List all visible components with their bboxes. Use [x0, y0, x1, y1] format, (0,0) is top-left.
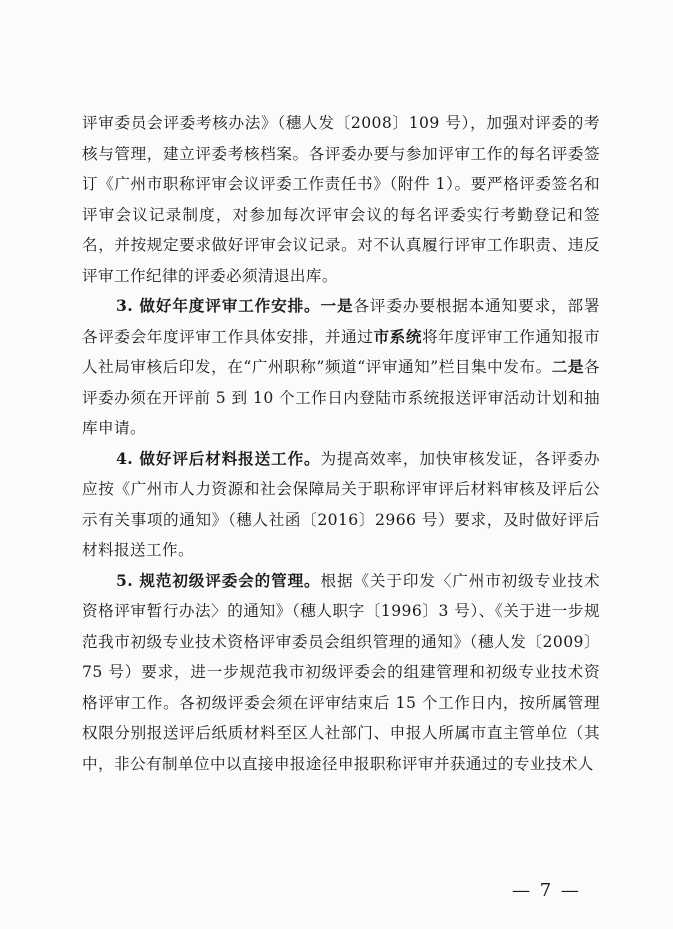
page-number: — 7 — [512, 880, 581, 901]
text-run: 为提高效率，加快审核发证，各评委办应按《广州市人力资源和社会保障局关于职称评审评后材料审核及评后公示有关事项的通知》（穗人社函〔2016〕2966 号）要求，及时做好评后材料报送工作。 [82, 449, 600, 559]
bold-text-run: 3. 做好年度评审工作安排。 [116, 296, 321, 315]
bold-text-run: 市系统 [373, 326, 423, 346]
paragraph [82, 291, 600, 444]
paragraph [82, 444, 600, 566]
body-text [82, 108, 600, 779]
bold-text-run: 二是 [551, 357, 584, 376]
paragraph [82, 108, 600, 291]
bold-text-run: 4. 做好评后材料报送工作。 [116, 448, 321, 468]
text-run: 各评委办要根据本通知要求，部署各评委会年度评审工作具体安排，并通过 [82, 297, 600, 346]
bold-text-run: 5. 规范初级评委会的管理。 [116, 570, 321, 590]
text-run: 根据《关于印发〈广州市初级专业技术资格评审暂行办法〉的通知》（穗人职字〔1996〕3 号）、《关于进一步规范我市初级专业技术资格评审委员会组织管理的通知》（穗人发〔2009〕75 号）要求，进一步规范我市初级评委会的组建管理和初级专业技术资格评审工作。各初级评委会须在评审结束后 15 个工作日内，按所属管理权限分别报送评后纸质材料至区人社部门、申报人所属市直主管单位（其中，非公有制单位中以直接申报途径申报职称评审并获通过的专业技术人 [82, 571, 600, 773]
text-run: 各评委办须在开评前 5 到 10 个工作日内登陆市系统报送评审活动计划和抽库申请。 [82, 358, 600, 437]
bold-text-run: 一是 [320, 296, 354, 315]
text-run: 将年度评审工作通知报市人社局审核后印发，在“广州职称”频道“评审通知”栏目集中发布。 [82, 327, 601, 376]
paragraph [82, 566, 600, 780]
text-run: 评审委员会评委考核办法》（穗人发〔2008〕109 号），加强对评委的考核与管理，建立评委考核档案。各评委办要与参加评审工作的每名评委签订《广州市职称评审会议评委工作责任书》（附件 1）。要严格评委签名和评审会议记录制度，对参加每次评审会议的每名评委实行考勤登记和签名，并按规定要求做好评审会议记录。对不认真履行评审工作职责、违反评审工作纪律的评委必须清退出库。 [82, 114, 600, 285]
